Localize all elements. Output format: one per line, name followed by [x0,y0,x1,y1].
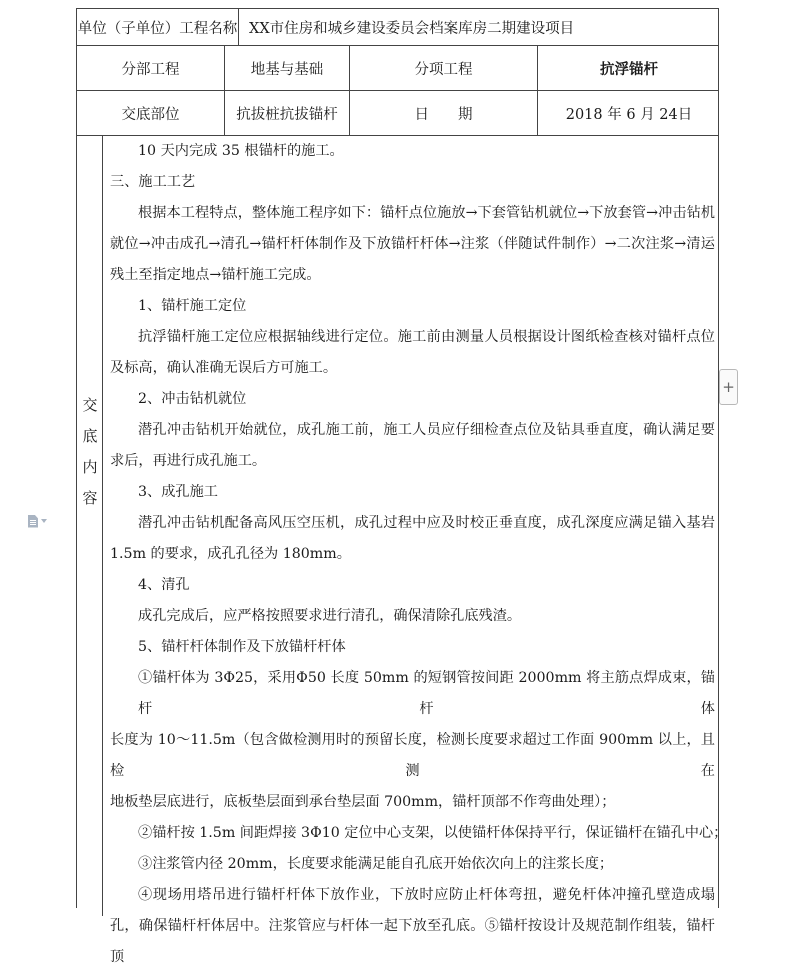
content-line: 及标高，确认准确无误后方可施工。 [110,360,338,376]
disclosure-content-body [110,136,728,973]
chevron-down-icon [41,519,47,523]
side-label-char: 内 [82,458,98,476]
content-line: ④现场用塔吊进行锚杆杆体下放作业，下放时应防止杆体弯扭，避免杆体冲撞孔壁造成塌 [138,887,715,903]
content-line: ③注浆管内径 20mm，长度要求能满足能自孔底开始依次向上的注浆长度； [138,856,614,872]
side-label-char: 底 [82,427,98,445]
section-heading: 三、施工工艺 [110,174,196,190]
side-label-char: 容 [82,489,98,507]
subitem-value: 抗浮锚杆 [537,46,720,90]
subitem-label: 分项工程 [349,46,537,90]
content-line: 10 天内完成 35 根锚杆的施工。 [138,143,344,159]
technical-disclosure-table [76,8,728,965]
expand-button[interactable]: + [719,369,738,405]
header-row-division [77,46,718,91]
content-line: 根据本工程特点，整体施工程序如下：锚杆点位施放→下套管钻机就位→下放套管→冲击钻机 [138,205,715,221]
document-menu-button[interactable] [28,513,56,529]
content-line: 潜孔冲击钻机配备高风压空压机，成孔过程中应及时校正垂直度，成孔深度应满足锚入基岩 [138,515,715,531]
content-line: 抗浮锚杆施工定位应根据轴线进行定位。施工前由测量人员根据设计图纸检查核对锚杆点位 [138,329,715,345]
content-line: 孔，确保锚杆杆体居中。注浆管应与杆体一起下放至孔底。⑤锚杆按设计及规范制作组装，锚杆顶 [110,918,715,965]
disclosure-part-label: 交底部位 [121,106,180,123]
content-line: 1.5m 的要求，成孔孔径为 180mm。 [110,546,351,562]
subsection-heading: 1、锚杆施工定位 [138,298,247,314]
content-line: 求后，再进行成孔施工。 [110,453,267,469]
content-line: 地板垫层底进行，底板垫层面到承台垫层面 700mm，锚杆顶部不作弯曲处理）； [110,794,616,810]
content-line: 长度为 10～11.5m（包含做检测用时的预留长度，检测长度要求超过工作面 900mm 以上，且检测在 [110,732,715,779]
division-label: 分部工程 [121,61,180,78]
unit-project-name-label: 单位（子单位）工程名称 [77,20,238,37]
side-label-char: 交 [82,396,98,414]
date-label: 日 期 [349,91,537,135]
date-value: 2018 年 6 月 24日 [537,91,720,135]
disclosure-content-label [77,136,103,916]
division-value: 地基与基础 [224,46,349,90]
subsection-heading: 5、锚杆杆体制作及下放锚杆杆体 [138,639,346,655]
disclosure-part-value: 抗拔桩抗拔锚杆 [224,91,349,135]
content-line: 成孔完成后，应严格按照要求进行清孔，确保清除孔底残渣。 [138,608,522,624]
subsection-heading: 2、冲击钻机就位 [138,391,247,407]
subsection-heading: 3、成孔施工 [138,484,218,500]
content-line: 残土至指定地点→锚杆施工完成。 [110,267,321,283]
document-icon [28,515,38,528]
subsection-heading: 4、清孔 [138,577,190,593]
unit-project-name-value: XX市住房和城乡建设委员会档案库房二期建设项目 [238,9,720,45]
content-line: 就位→冲击成孔→清孔→锚杆杆体制作及下放锚杆杆体→注浆（伴随试件制作）→二次注浆→清运 [110,236,715,252]
content-line: 潜孔冲击钻机开始就位，成孔施工前，施工人员应仔细检查点位及钻具垂直度，确认满足要 [138,422,715,438]
content-line: ①锚杆体为 3Φ25，采用Φ50 长度 50mm 的短钢管按间距 2000mm 将主筋点焊成束，锚杆杆体 [138,670,715,717]
content-line: ②锚杆按 1.5m 间距焊接 3Φ10 定位中心支架，以使锚杆体保持平行，保证锚杆在锚孔中心； [138,825,728,841]
header-row-project [77,8,718,46]
header-row-part [77,91,718,136]
